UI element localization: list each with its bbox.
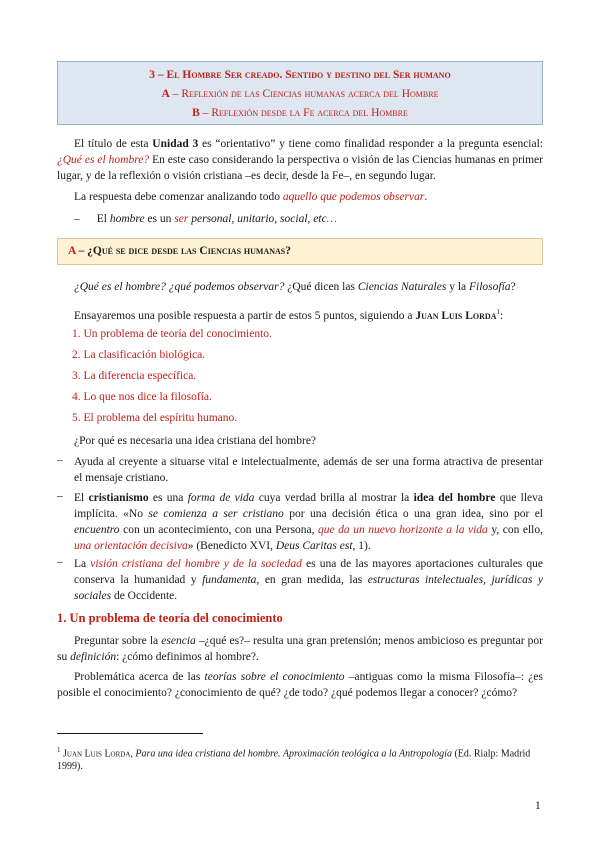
point-4: 4. Lo que nos dice la filosofía. <box>72 391 212 403</box>
dash-marker-3: – <box>57 556 63 568</box>
response-paragraph: La respuesta debe comenzar analizando todo aquello que podemos observar. <box>74 191 428 203</box>
footnote: $^1$ Juan Luis Lorda, Para una idea cristiana del hombre. Aproximación teológica a la Antropología (Ed. Rialp: Madrid 1999). <box>57 746 531 773</box>
points-intro: Ensayaremos una posible respuesta a partir de estos 5 puntos, siguiendo a Juan Luis Lorda$^1$: <box>74 308 504 322</box>
point-3: 3. La diferencia específica. <box>72 370 197 382</box>
dash-marker-2: – <box>57 490 63 502</box>
section-1-heading: 1. Un problema de teoría del conocimiento <box>57 611 283 625</box>
footnote-separator <box>57 733 203 734</box>
dash-marker-1: – <box>57 454 63 466</box>
unit-title: 3 – El Hombre Ser creado. Sentido y destino del Ser humano <box>149 69 451 81</box>
section-1-paragraph-1: Preguntar sobre la esencia –¿qué es?– resulta una gran pretensión; menos ambicioso es preguntar por su definición: ¿cómo definimos al hombre?. <box>57 635 544 663</box>
unit-subtitle-b: B – Reflexión desde la Fe acerca del Hombre <box>192 107 408 119</box>
section-a-heading-box: A – ¿Qué se dice desde las Ciencias humanas? <box>57 238 543 265</box>
questions-paragraph: ¿Qué es el hombre? ¿qué podemos observar? ¿Qué dicen las Ciencias Naturales y la Filosofía? <box>74 281 516 293</box>
point-5: 5. El problema del espíritu humano. <box>72 412 238 424</box>
intro-bullet: – El hombre es un ser personal, unitario, social, etc… <box>74 213 337 225</box>
dash-item-2: El cristianismo es una forma de vida cuya verdad brilla al mostrar la idea del hombre que lleva implícita. «No se comienza a ser cristiano por una decisión ética o una gran idea, sino por el encuentro con un acontecimiento, con una Persona, que da un nuevo horizonte a la vida y, con ello, una orientación decisiva» (Benedicto XVI, Deus Caritas est, 1). <box>74 492 543 552</box>
unit-subtitle-a: A – Reflexión de las Ciencias humanas acerca del Hombre <box>161 88 439 100</box>
intro-paragraph: El título de esta Unidad 3 es “orientativo” y tiene como finalidad responder a la pregunta esencial: ¿Qué es el hombre? En este caso considerando la perspectiva o visión de las Ciencias humanas en primer lugar, y de la reflexión o visión cristiana –es decir, desde la Fe–, en segundo lugar. <box>57 138 543 182</box>
footnote-ref: 1 <box>496 308 500 316</box>
why-question: ¿Por qué es necesaria una idea cristiana del hombre? <box>74 435 317 447</box>
dash-item-3: La visión cristiana del hombre y de la sociedad es una de las mayores aportaciones culturales que conserva la humanidad y fundamenta, en gran medida, las estructuras intelectuales, jurídicas y sociales de Occidente. <box>74 558 543 602</box>
point-2: 2. La clasificación biológica. <box>72 349 206 361</box>
point-1: 1. Un problema de teoría del conocimiento. <box>72 328 272 340</box>
dash-item-1: Ayuda al creyente a situarse vital e intelectualmente, además de ser una forma atractiva de presentar el mensaje cristiano. <box>74 456 543 484</box>
section-1-paragraph-2: Problemática acerca de las teorías sobre el conocimiento –antiguas como la misma Filosofía–: ¿es posible el conocimiento? ¿conocimiento de qué? ¿de todo? ¿qué podemos llegar a conocer? ¿cómo? <box>57 671 543 699</box>
page-number: 1 <box>535 800 541 812</box>
unit-title-box <box>57 61 543 125</box>
section-a-heading: – ¿Qué se dice desde las Ciencias humanas? <box>75 245 291 257</box>
